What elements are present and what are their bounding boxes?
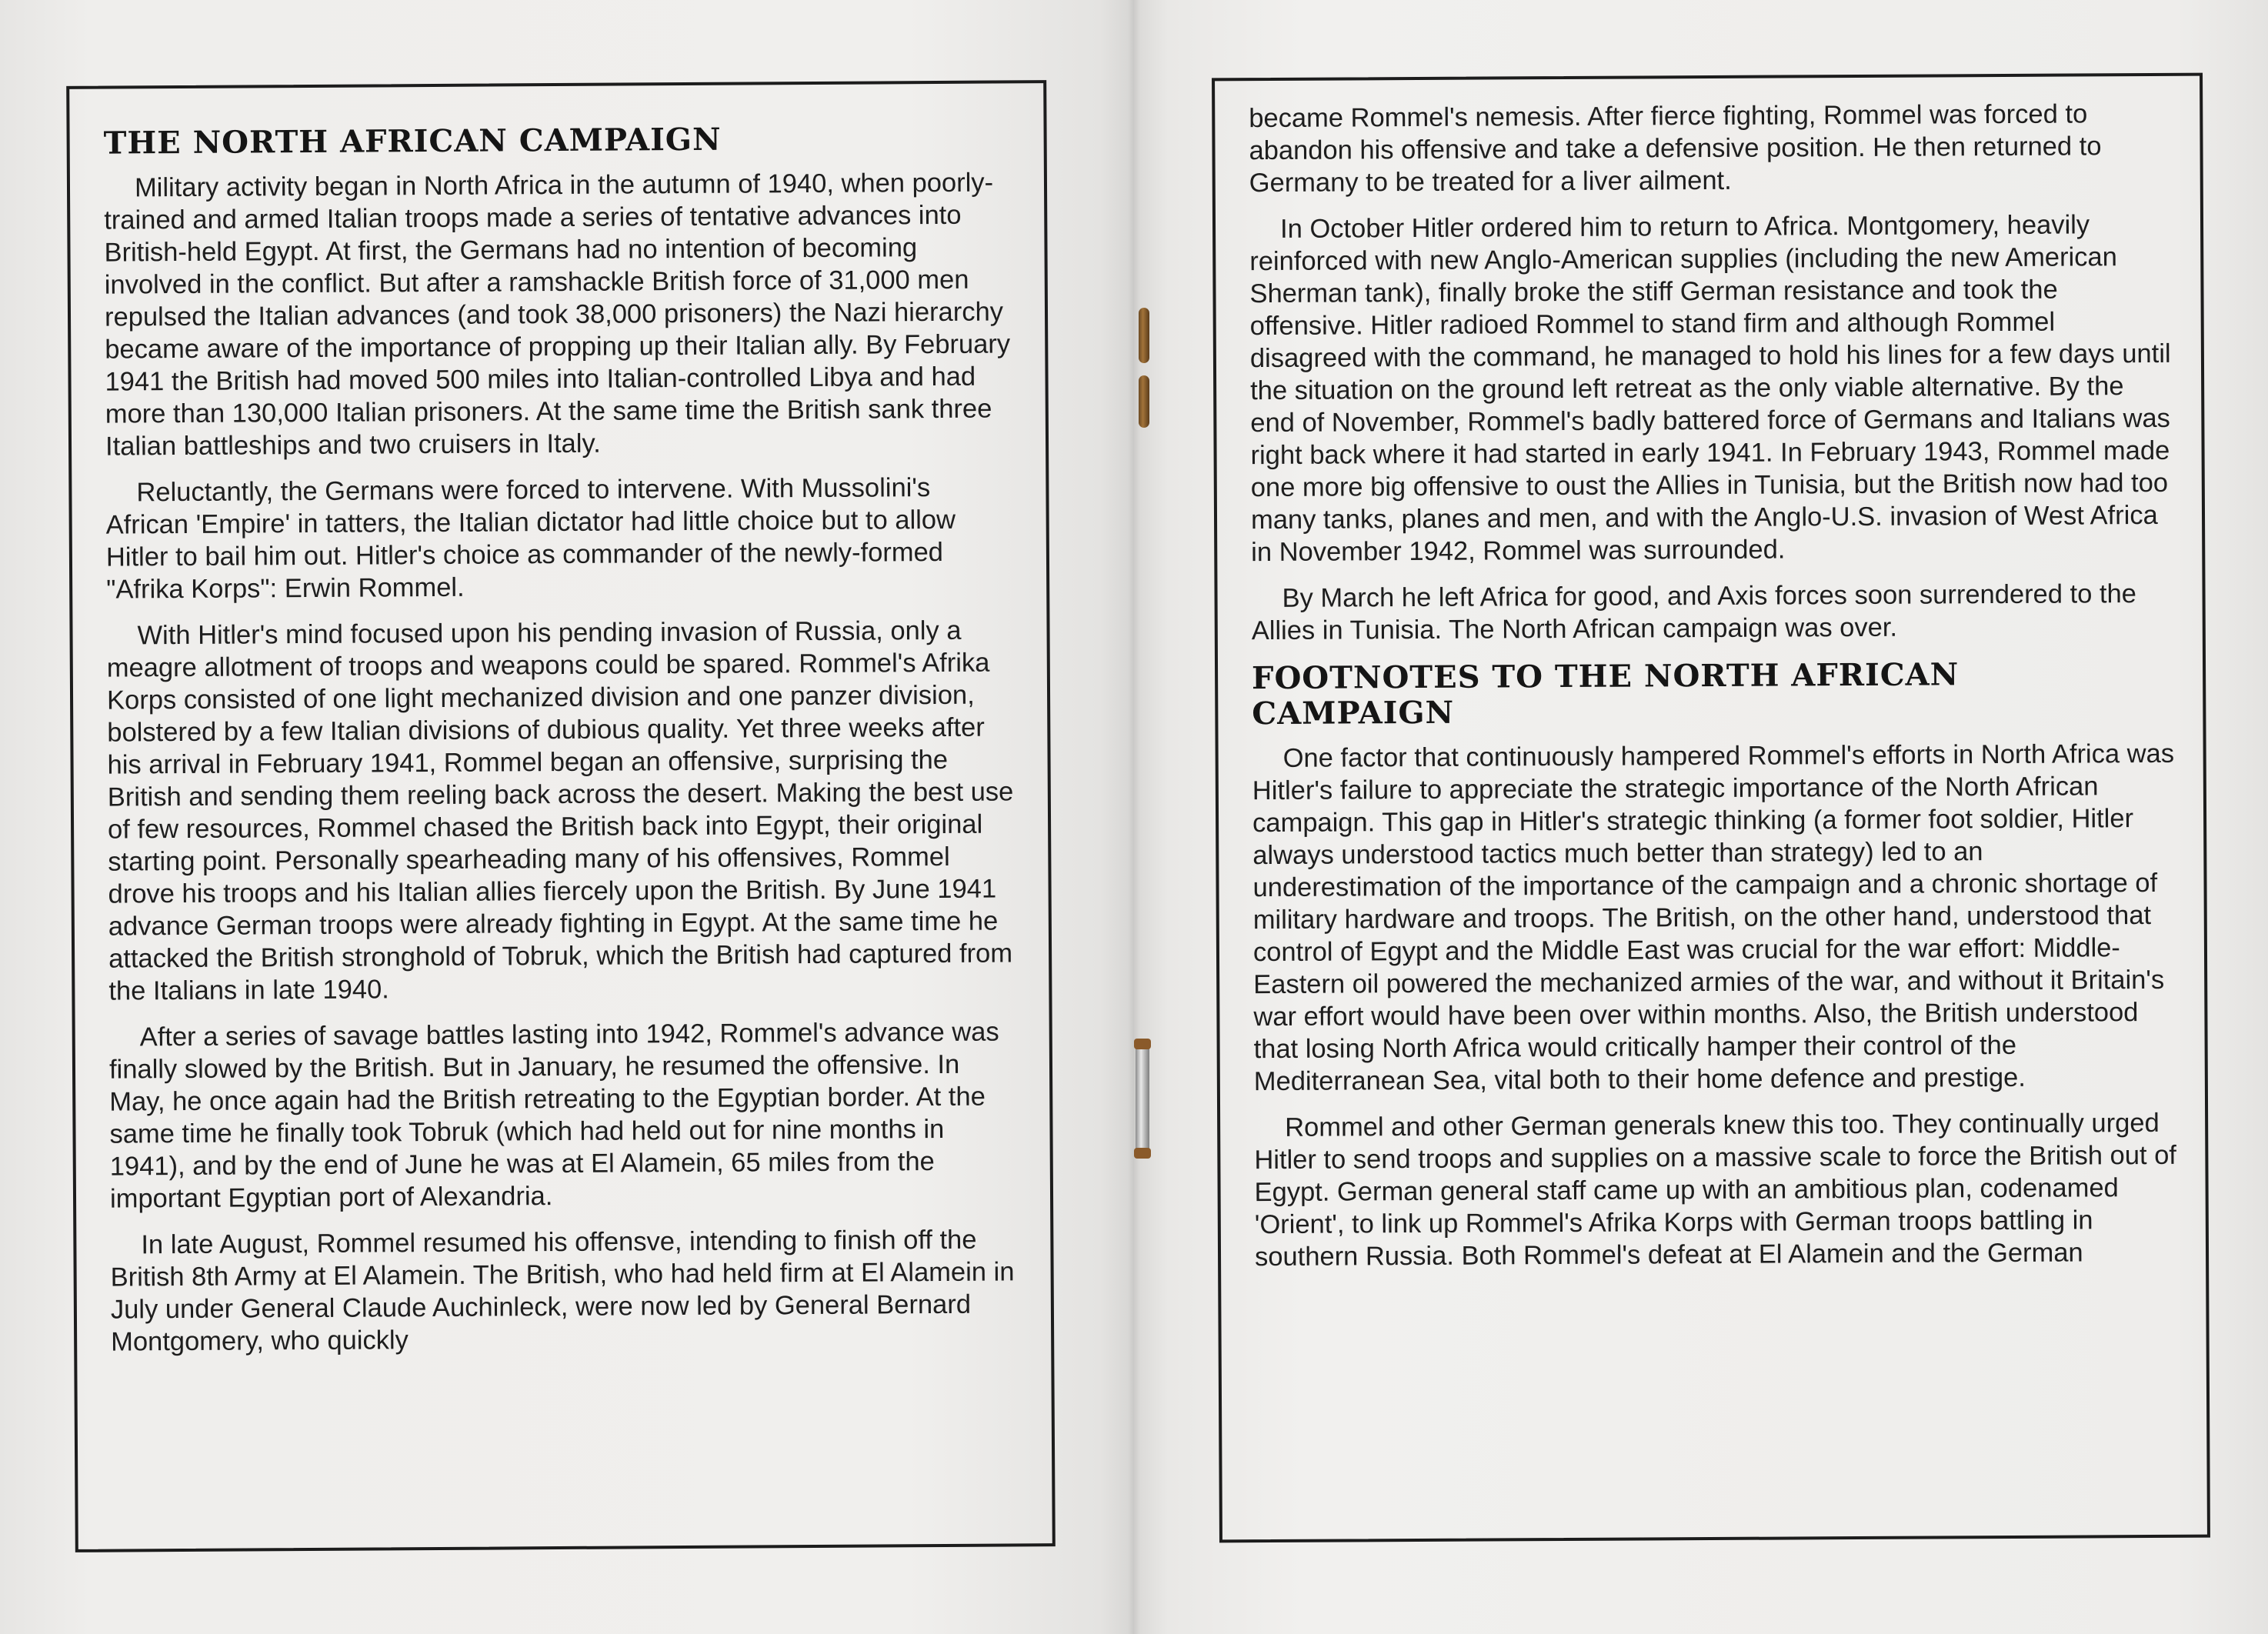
staple-top xyxy=(1139,308,1149,363)
section-heading-north-african-campaign: THE NORTH AFRICAN CAMPAIGN xyxy=(103,121,722,162)
staple-top-lower xyxy=(1139,375,1149,428)
paragraph: In late August, Rommel resumed his offensve, intending to finish off the British 8th Army at El Alamein. The British, who had held firm at El Alamein in July under General Claude Auchinleck, were now led by General Bernard Montgomery, who quickly xyxy=(110,1225,1015,1357)
paragraph: In October Hitler ordered him to return to Africa. Montgomery, heavily reinforced with new Anglo-American supplies (including the new American Sherman tank), finally broke the stiff German resistance and took the offensive. Hitler radioed Rommel to stand firm and although Rommel disagreed with the command, he managed to hold his lines for a few days until the situation on the ground left retreat as the only viable alternative. By the end of November, Rommel's badly battered force of Germans and Italians was right back where it had started in early 1941. In February 1943, Rommel made one more big offensive to oust the Allies in Tunisia, but the British now had too many tanks, planes and men, and with the Anglo-U.S. invasion of West Africa in November 1942, Rommel was surrounded. xyxy=(1249,210,2171,568)
staple-bottom xyxy=(1136,1039,1149,1159)
center-fold xyxy=(1128,0,1140,1634)
footnote-paragraph: Rommel and other German generals knew this too. They continually urged Hitler to send troops and supplies on a massive scale to force the British out of Egypt. German general staff came up with an ambitious plan, codenamed 'Orient', to link up Rommel's Afrika Korps with German troops battling in southern Russia. Both Rommel's defeat at El Alamein and the German xyxy=(1254,1108,2177,1272)
right-text-frame xyxy=(1212,73,2210,1543)
paragraph: With Hitler's mind focused upon his pending invasion of Russia, only a meagre allotment of troops and weapons could be spared. Rommel's Afrika Korps consisted of one light mechanized division and one panzer division, bolstered by a few Italian divisions of dubious quality. Yet three weeks after his arrival in February 1941, Rommel began an offensive, surprising the British and sending them reeling back across the desert. Making the best use of few resources, Rommel chased the British back into Egypt, their original starting point. Personally spearheading many of his offensives, Rommel drove his troops and his Italian allies fiercely upon the British. By June 1941 advance German troops were already fighting in Egypt. At the same time he attacked the British stronghold of Tobruk, which the British had captured from the Italians in late 1940. xyxy=(106,615,1014,1006)
footnote-paragraph: One factor that continuously hampered Rommel's efforts in North Africa was Hitler's failure to appreciate the strategic importance of the North African campaign. This gap in Hitler's strategic thinking (a former foot soldier, Hitler always understood tactics much better than strategy) led to an underestimation of the importance of the campaign and a chronic shortage of military hardware and troops. The British, on the other hand, understood that control of Egypt and the Middle East was crucial for the war effort: Middle-Eastern oil powered the mechanized armies of the war, and without it Britain's war effort would have been over within months. Also, the British understood that losing North Africa would critically hamper their control of the Mediterranean Sea, vital both to their home defence and prestige. xyxy=(1252,739,2175,1097)
paragraph: After a series of savage battles lasting into 1942, Rommel's advance was finally slowed by the British. But in January, he resumed the offensive. In May, he once again had the British retreating to the Egyptian border. At the same time he finally took Tobruk (which had held out for nine months in 1941), and by the end of June he was at El Alamein, 65 miles from the important Egyptian port of Alexandria. xyxy=(108,1017,999,1214)
left-text-frame xyxy=(66,80,1056,1552)
section-heading-footnotes: FOOTNOTES TO THE NORTH AFRICAN CAMPAIGN xyxy=(1251,656,1959,732)
paragraph: By March he left Africa for good, and Axis forces soon surrendered to the Allies in Tunisia. The North African campaign was over. xyxy=(1251,579,2137,646)
paragraph: Military activity began in North Africa in the autumn of 1940, when poorly-trained and armed Italian troops made a series of tentative advances into British-held Egypt. At first, the Germans had no intention of becoming involved in the conflict. But after a ramshackle British force of 31,000 men repulsed the Italian advances (and took 38,000 prisoners) the Nazi hierarchy became aware of the importance of propping up their Italian ally. By February 1941 the British had moved 500 miles into Italian-controlled Libya and had more than 130,000 Italian prisoners. At the same time the British sank three Italian battleships and two cruisers in Italy. xyxy=(104,168,1011,462)
paragraph: Reluctantly, the Germans were forced to intervene. With Mussolini's African 'Empire' in tatters, the Italian dictator had little choice but to allow Hitler to bail him out. Hitler's choice as commander of the newly-formed "Afrika Korps": Erwin Rommel. xyxy=(105,473,956,605)
continued-paragraph: became Rommel's nemesis. After fierce fighting, Rommel was forced to abandon his offensive and take a defensive position. He then returned to Germany to be treated for a liver ailment. xyxy=(1249,99,2102,198)
